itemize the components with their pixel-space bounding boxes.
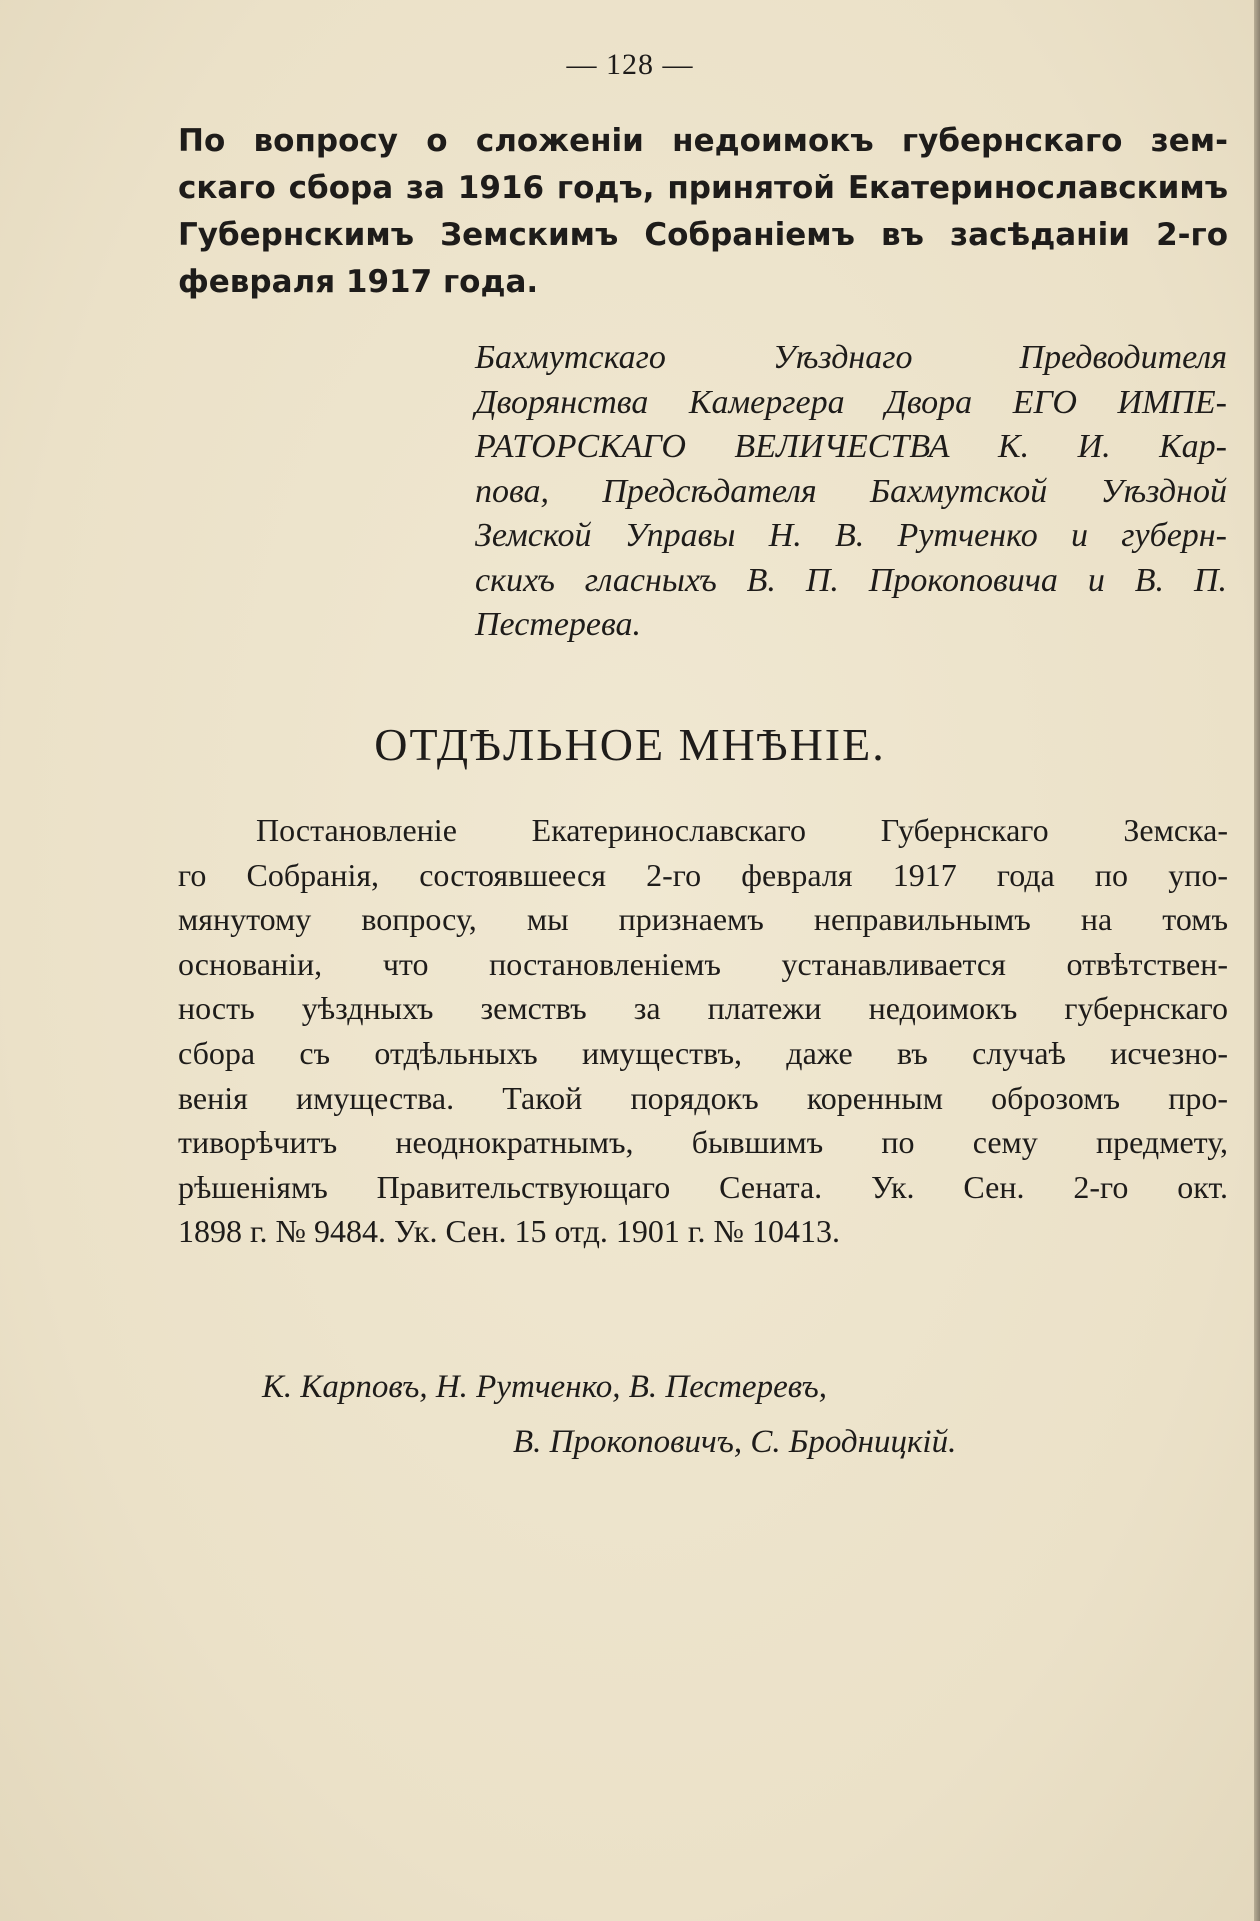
body-line: основаніи, что постановленіемъ устанавливается отвѣтствен- — [178, 945, 1228, 982]
body-line: 1898 г. № 9484. Ук. Сен. 15 отд. 1901 г. № 10413. — [178, 1213, 840, 1250]
heading-line: Губернскимъ Земскимъ Собраніемъ въ засѣданіи 2-го — [178, 217, 1228, 253]
heading-line: скаго сбора за 1916 годъ, принятой Екатеринославскимъ — [178, 170, 1228, 206]
body-line: мянутому вопросу, мы признаемъ неправильнымъ на томъ — [178, 901, 1228, 938]
body-paragraph — [178, 808, 1228, 1254]
body-line: ность уѣздныхъ земствъ за платежи недоимокъ губернскаго — [178, 990, 1228, 1027]
body-line: Постановленіе Екатеринославскаго Губернскаго Земска- — [256, 812, 1228, 848]
signature-line: В. Прокоповичъ, С. Бродницкій. — [513, 1424, 957, 1460]
body-line: го Собранія, состоявшееся 2-го февраля 1917 года по упо- — [178, 856, 1228, 893]
authors-line: Дворянства Камергера Двора ЕГО ИМПЕ- — [475, 383, 1227, 421]
authors-line: пова, Предсѣдателя Бахмутской Уѣздной — [475, 472, 1227, 510]
heading-line: По вопросу о сложеніи недоимокъ губернскаго зем- — [178, 123, 1228, 159]
authors-line: скихъ гласныхъ В. П. Прокоповича и В. П. — [475, 561, 1227, 599]
body-line: венія имущества. Такой порядокъ коренным оброзомъ про- — [178, 1079, 1228, 1116]
body-line: тиворѣчитъ неоднократнымъ, бывшимъ по сему предмету, — [178, 1124, 1228, 1161]
section-title: ОТДѢЛЬНОЕ МНѢНІЕ. — [374, 719, 886, 770]
page-number: — 128 — — [566, 48, 694, 81]
body-line: рѣшеніямъ Правительствующаго Сената. Ук. Сен. 2-го окт. — [178, 1168, 1228, 1205]
heading-line: февраля 1917 года. — [178, 264, 539, 300]
authors-line: Земской Управы Н. В. Рутченко и губерн- — [475, 517, 1227, 554]
signatures-block — [0, 1360, 1260, 1470]
authors-block — [475, 336, 1227, 648]
document-heading — [178, 118, 1228, 306]
page-edge — [1254, 0, 1260, 1921]
body-line: сбора съ отдѣльныхъ имуществъ, даже въ случаѣ исчезно- — [178, 1034, 1228, 1071]
signature-line: К. Карповъ, Н. Рутченко, В. Пестеревъ, — [262, 1369, 827, 1405]
authors-line: РАТОРСКАГО ВЕЛИЧЕСТВА К. И. Кар- — [475, 428, 1227, 465]
authors-line: Бахмутскаго Уѣзднаго Предводителя — [475, 339, 1227, 376]
authors-line: Пестерева. — [475, 606, 642, 643]
